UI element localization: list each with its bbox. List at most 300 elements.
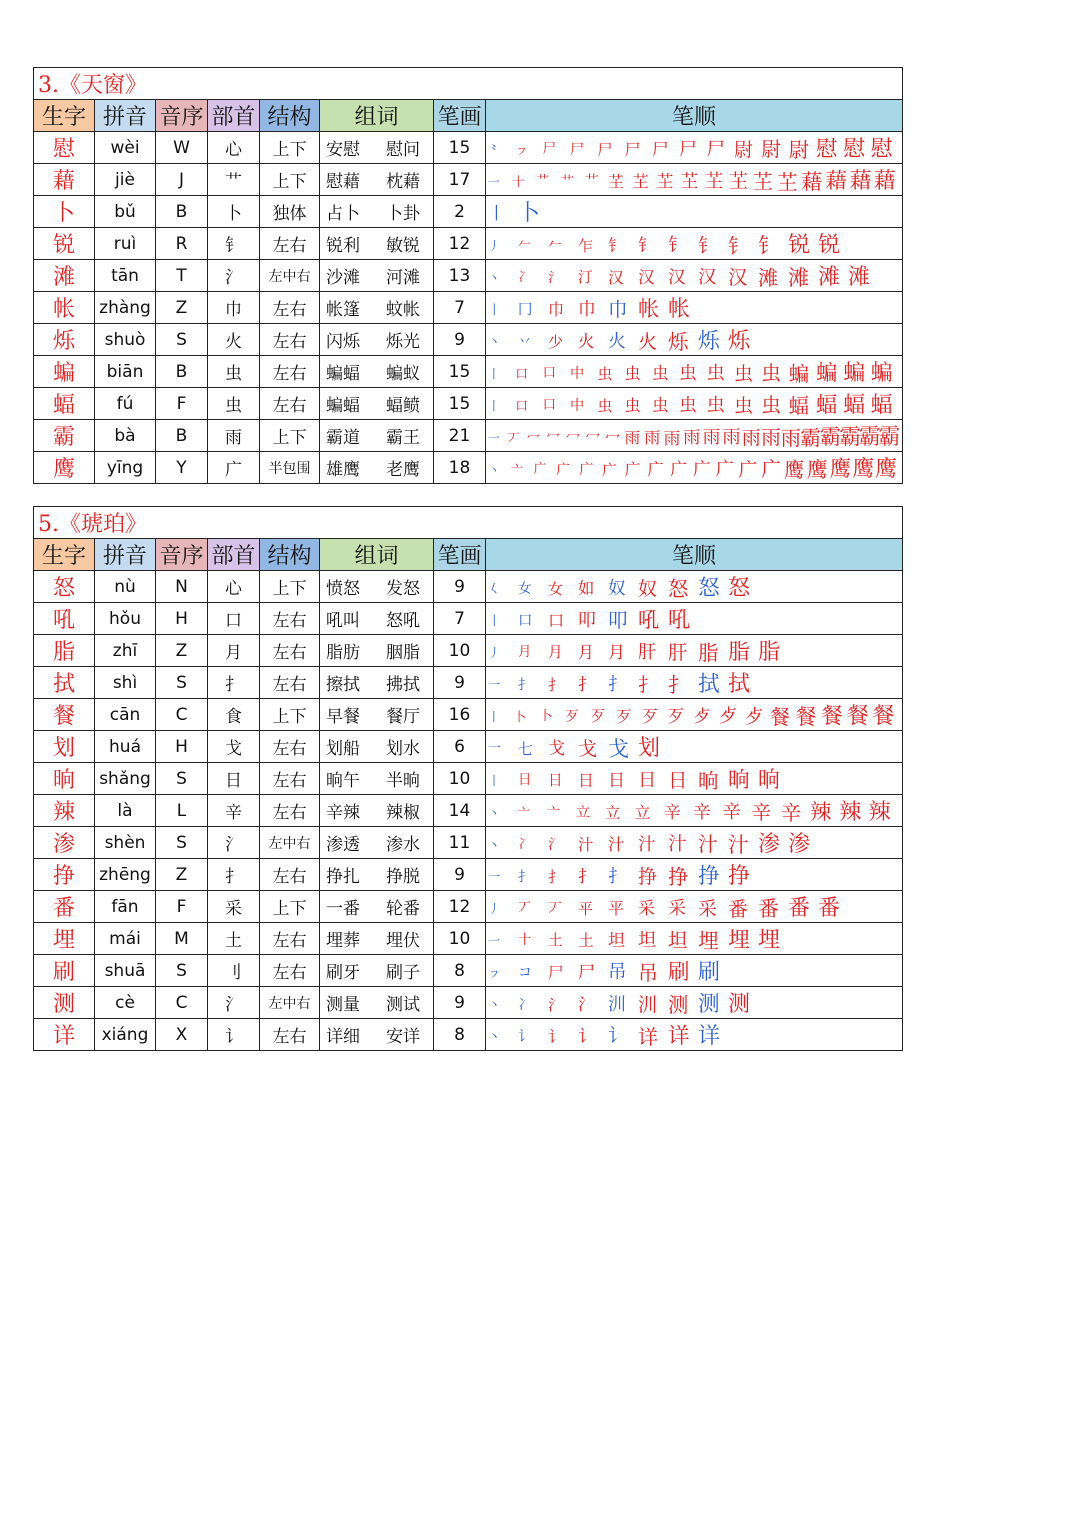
stroke-step: 丨: [488, 399, 500, 413]
stroke-step: 番: [728, 897, 748, 921]
stroke-step: 土: [548, 932, 563, 949]
radical-cell: 扌: [208, 859, 260, 891]
stroke-step: 雨: [741, 427, 761, 449]
word-2: 刷子: [386, 963, 420, 983]
words-cell: [320, 603, 434, 635]
stroke-step: 丨: [488, 710, 500, 724]
stroke-step: 吼: [668, 608, 691, 633]
stroke-sequence: [488, 955, 902, 986]
words-cell: [320, 132, 434, 164]
stroke-step: 汀: [578, 269, 593, 286]
stroke-sequence: [488, 196, 902, 227]
word-1: 蝙蝠: [326, 396, 360, 416]
stroke-step: 歺: [744, 705, 764, 728]
stroke-step: 丨: [488, 302, 501, 317]
initial-letter-cell: S: [156, 324, 208, 356]
stroke-step: 虫: [597, 397, 613, 415]
stroke-sequence: [488, 292, 902, 323]
character-cell: 番: [34, 891, 95, 923]
stroke-step: 尸: [651, 140, 669, 159]
stroke-step: 一: [488, 678, 501, 692]
radical-cell: 心: [208, 571, 260, 603]
stroke-step: 刷: [668, 960, 690, 985]
stroke-step: 虫: [706, 363, 725, 384]
stroke-step: 如: [578, 579, 595, 598]
pinyin-cell: jiè: [95, 164, 156, 196]
stroke-step: 尸: [548, 964, 564, 982]
stroke-step: 芏: [632, 172, 649, 191]
character-cell: 滩: [34, 260, 95, 292]
stroke-step: 雨: [702, 427, 721, 448]
stroke-order-cell: [486, 196, 903, 228]
stroke-step: 歹: [641, 707, 658, 726]
stroke-step: 奴: [638, 578, 658, 600]
stroke-count-cell: 9: [434, 571, 486, 603]
stroke-step: 少: [548, 333, 564, 351]
column-header: 音序: [156, 100, 208, 132]
stroke-step: 火: [608, 332, 626, 352]
stroke-step: 𡿨: [488, 582, 501, 596]
pinyin-cell: ruì: [95, 228, 156, 260]
words-cell: [320, 1019, 434, 1051]
stroke-step: 烁: [668, 330, 689, 354]
pinyin-cell: bà: [95, 420, 156, 452]
stroke-step: 日: [548, 772, 563, 789]
stroke-step: 辛: [692, 802, 711, 823]
stroke-step: 霸: [819, 425, 842, 450]
table-row: [34, 635, 903, 667]
stroke-step: 芏: [608, 173, 624, 191]
stroke-step: 芏: [680, 172, 699, 192]
stroke-step: 丶: [488, 806, 500, 820]
table-row: [34, 388, 903, 420]
pinyin-cell: zhēng: [95, 859, 156, 891]
radical-cell: 火: [208, 324, 260, 356]
stroke-step: 番: [788, 896, 811, 921]
stroke-step: 刷: [698, 960, 721, 985]
table-row: [34, 196, 903, 228]
stroke-order-cell: [486, 260, 903, 292]
pinyin-cell: zhàng: [95, 292, 156, 324]
character-cell: 鹰: [34, 452, 95, 484]
pinyin-cell: shǎng: [95, 763, 156, 795]
stroke-step: 尉: [788, 138, 810, 162]
pinyin-cell: biān: [95, 356, 156, 388]
stroke-step: 芏: [753, 170, 773, 193]
column-header: 生字: [34, 539, 95, 571]
stroke-order-cell: [486, 923, 903, 955]
stroke-step: 肝: [668, 641, 688, 664]
radical-cell: 氵: [208, 987, 260, 1019]
table-row: [34, 827, 903, 859]
stroke-step: 一: [488, 934, 501, 948]
stroke-step: 口: [542, 366, 557, 381]
stroke-count-cell: 10: [434, 635, 486, 667]
structure-cell: 左右: [260, 1019, 320, 1051]
table-row: [34, 260, 903, 292]
lesson-title: 3.《天窗》: [34, 68, 903, 100]
stroke-step: 雨: [722, 427, 741, 448]
words-cell: [320, 571, 434, 603]
stroke-step: 歺: [693, 707, 711, 727]
stroke-step: 虫: [624, 396, 641, 415]
stroke-step: 测: [698, 992, 720, 1017]
stroke-order-cell: [486, 292, 903, 324]
stroke-step: 讠: [608, 1026, 627, 1047]
table-row: [34, 164, 903, 196]
stroke-step: 芏: [656, 172, 674, 191]
word-1: 晌午: [326, 771, 360, 791]
table-row: [34, 763, 903, 795]
stroke-step: 立: [605, 804, 621, 822]
table-row: [34, 667, 903, 699]
stroke-step: 七: [518, 740, 534, 758]
stroke-step: 冫: [518, 997, 532, 1013]
stroke-step: 丆: [507, 431, 520, 445]
stroke-step: 采: [638, 899, 655, 919]
initial-letter-cell: H: [156, 603, 208, 635]
stroke-step: 卜: [518, 201, 541, 226]
table-row: [34, 292, 903, 324]
stroke-order-cell: [486, 731, 903, 763]
stroke-sequence: [488, 571, 902, 602]
radical-cell: 虫: [208, 356, 260, 388]
stroke-sequence: [488, 731, 902, 762]
radical-cell: 氵: [208, 827, 260, 859]
stroke-step: 芏: [729, 171, 748, 192]
words-cell: [320, 987, 434, 1019]
stroke-step: 帐: [638, 297, 660, 322]
stroke-step: 汌: [608, 995, 626, 1015]
stroke-step: 蝙: [788, 362, 810, 386]
structure-cell: 左右: [260, 763, 320, 795]
stroke-count-cell: 12: [434, 228, 486, 260]
stroke-step: 土: [578, 931, 594, 950]
stroke-step: 雨: [761, 426, 781, 449]
character-table: [33, 67, 903, 484]
table-row: [34, 603, 903, 635]
stroke-step: 广: [647, 460, 664, 479]
radical-cell: 雨: [208, 420, 260, 452]
stroke-step: 月: [608, 643, 625, 663]
stroke-step: 辛: [751, 801, 772, 824]
stroke-order-cell: [486, 763, 903, 795]
stroke-step: 丶: [488, 998, 501, 1012]
stroke-step: 埋: [758, 928, 781, 953]
words-cell: [320, 388, 434, 420]
structure-cell: 左右: [260, 388, 320, 420]
word-2: 发怒: [386, 579, 420, 599]
radical-cell: 扌: [208, 667, 260, 699]
character-cell: 怒: [34, 571, 95, 603]
stroke-step: 霸: [858, 425, 881, 450]
word-1: 辛辣: [326, 803, 360, 823]
structure-cell: 左右: [260, 228, 320, 260]
stroke-count-cell: 9: [434, 859, 486, 891]
stroke-sequence: [488, 923, 902, 954]
initial-letter-cell: M: [156, 923, 208, 955]
stroke-step: 歹: [590, 708, 606, 725]
structure-cell: 左右: [260, 635, 320, 667]
word-2: 卜卦: [386, 204, 420, 224]
radical-cell: 土: [208, 923, 260, 955]
stroke-order-cell: [486, 388, 903, 420]
initial-letter-cell: S: [156, 827, 208, 859]
stroke-step: 扌: [608, 675, 626, 695]
stroke-step: 扌: [668, 673, 689, 697]
word-1: 蝙蝠: [326, 364, 360, 384]
table-row: [34, 795, 903, 827]
stroke-step: 辣: [839, 800, 862, 825]
stroke-step: 尉: [733, 139, 753, 161]
word-2: 河滩: [386, 268, 420, 288]
stroke-step: 汉: [668, 268, 686, 288]
radical-cell: 钅: [208, 228, 260, 260]
stroke-step: 雨: [683, 428, 701, 448]
stroke-step: 十: [512, 174, 525, 189]
words-cell: [320, 420, 434, 452]
stroke-order-cell: [486, 699, 903, 731]
initial-letter-cell: S: [156, 763, 208, 795]
stroke-step: 讠: [518, 1029, 532, 1045]
stroke-step: 扌: [638, 674, 658, 696]
stroke-step: 讠: [548, 1028, 564, 1046]
stroke-step: 氵: [548, 996, 564, 1014]
stroke-step: 巾: [608, 298, 628, 321]
words-cell: [320, 292, 434, 324]
stroke-step: 慰: [870, 137, 893, 162]
initial-letter-cell: B: [156, 420, 208, 452]
character-cell: 挣: [34, 859, 95, 891]
stroke-order-cell: [486, 132, 903, 164]
words-cell: [320, 859, 434, 891]
structure-cell: 左右: [260, 923, 320, 955]
stroke-step: 测: [668, 993, 689, 1017]
stroke-step: 扌: [548, 868, 564, 886]
stroke-step: 平: [578, 900, 594, 918]
word-1: 吼叫: [326, 611, 360, 631]
stroke-count-cell: 8: [434, 955, 486, 987]
stroke-count-cell: 15: [434, 388, 486, 420]
table-row: [34, 132, 903, 164]
stroke-order-cell: [486, 452, 903, 484]
table-row: [34, 891, 903, 923]
stroke-step: 日: [668, 769, 688, 792]
pinyin-cell: fú: [95, 388, 156, 420]
stroke-sequence: [488, 763, 902, 794]
stroke-step: 叩: [578, 610, 596, 631]
stroke-step: 尸: [597, 141, 613, 159]
stroke-step: 扌: [548, 676, 564, 694]
stroke-step: 详: [668, 1024, 690, 1049]
stroke-step: 丶: [488, 271, 500, 285]
stroke-step: 冫: [518, 837, 532, 852]
stroke-step: 烁: [728, 329, 751, 354]
stroke-step: 艹: [584, 174, 599, 190]
stroke-step: 渗: [758, 832, 780, 857]
stroke-step: 慰: [843, 137, 866, 162]
stroke-step: 芏: [777, 170, 798, 194]
stroke-step: 虫: [733, 363, 753, 385]
stroke-step: 挣: [668, 865, 689, 889]
stroke-sequence: [488, 356, 902, 387]
stroke-step: 虫: [624, 364, 641, 383]
stroke-sequence: [488, 891, 902, 922]
stroke-step: 广: [761, 458, 781, 481]
stroke-sequence: [488, 388, 902, 419]
stroke-order-cell: [486, 859, 903, 891]
structure-cell: 左右: [260, 603, 320, 635]
pinyin-cell: mái: [95, 923, 156, 955]
stroke-step: 钅: [698, 235, 718, 257]
stroke-step: 广: [692, 460, 711, 480]
stroke-step: 丶: [488, 1029, 501, 1044]
words-cell: [320, 228, 434, 260]
stroke-sequence: [488, 324, 902, 355]
stroke-step: 冖: [605, 429, 621, 447]
radical-cell: 采: [208, 891, 260, 923]
header-row: [34, 100, 903, 132]
pinyin-cell: huá: [95, 731, 156, 763]
stroke-step: 坦: [608, 931, 625, 951]
table-row: [34, 699, 903, 731]
stroke-step: 口: [515, 398, 528, 413]
stroke-step: 丆: [518, 901, 532, 916]
stroke-step: 女: [518, 581, 532, 597]
stroke-step: 蝠: [788, 394, 810, 418]
column-header: 生字: [34, 100, 95, 132]
word-2: 半晌: [386, 771, 420, 791]
stroke-step: 脂: [698, 641, 719, 665]
pinyin-cell: shuò: [95, 324, 156, 356]
word-2: 测试: [386, 995, 420, 1015]
stroke-step: 冖: [527, 430, 540, 445]
table-row: [34, 731, 903, 763]
words-cell: [320, 164, 434, 196]
stroke-step: 口: [518, 613, 533, 629]
column-header: 结构: [260, 539, 320, 571]
radical-cell: 艹: [208, 164, 260, 196]
pinyin-cell: wèi: [95, 132, 156, 164]
stroke-step: 月: [548, 644, 563, 661]
structure-cell: 左中右: [260, 827, 320, 859]
stroke-order-cell: [486, 795, 903, 827]
table-row: [34, 923, 903, 955]
initial-letter-cell: C: [156, 699, 208, 731]
initial-letter-cell: X: [156, 1019, 208, 1051]
stroke-step: 月: [578, 643, 594, 662]
words-cell: [320, 667, 434, 699]
stroke-step: 脂: [758, 640, 781, 665]
stroke-step: 巾: [578, 299, 596, 320]
pinyin-cell: shì: [95, 667, 156, 699]
word-2: 渗水: [386, 835, 420, 855]
word-2: 划水: [386, 739, 420, 759]
stroke-sequence: [488, 635, 902, 666]
stroke-step: ㇷ: [515, 142, 528, 157]
stroke-step: 坦: [668, 929, 688, 952]
pinyin-cell: tān: [95, 260, 156, 292]
character-cell: 辣: [34, 795, 95, 827]
stroke-step: 钅: [668, 235, 686, 256]
word-1: 刷牙: [326, 963, 360, 983]
structure-cell: 上下: [260, 891, 320, 923]
stroke-step: 广: [670, 460, 688, 480]
initial-letter-cell: N: [156, 571, 208, 603]
stroke-step: 鹰: [783, 458, 805, 482]
stroke-step: 鹰: [829, 457, 852, 482]
stroke-step: 广: [579, 462, 594, 478]
initial-letter-cell: F: [156, 388, 208, 420]
initial-letter-cell: F: [156, 891, 208, 923]
stroke-count-cell: 15: [434, 356, 486, 388]
structure-cell: 半包围: [260, 452, 320, 484]
stroke-step: 扌: [608, 867, 626, 887]
stroke-step: 滩: [848, 265, 871, 290]
character-cell: 测: [34, 987, 95, 1019]
stroke-step: 广: [601, 461, 617, 479]
words-cell: [320, 452, 434, 484]
stroke-order-cell: [486, 667, 903, 699]
stroke-sequence: [488, 827, 902, 858]
stroke-step: 番: [758, 897, 779, 921]
stroke-count-cell: 9: [434, 324, 486, 356]
stroke-step: 坦: [638, 930, 657, 951]
initial-letter-cell: S: [156, 667, 208, 699]
stroke-order-cell: [486, 228, 903, 260]
stroke-step: 火: [578, 332, 595, 351]
character-cell: 蝙: [34, 356, 95, 388]
stroke-step: 丿: [488, 646, 501, 660]
stroke-step: 叩: [608, 609, 628, 632]
word-1: 帐篷: [326, 300, 360, 320]
stroke-step: 餐: [769, 705, 790, 729]
pinyin-cell: yīng: [95, 452, 156, 484]
stroke-sequence: [488, 987, 902, 1018]
lesson-title: 5.《琥珀》: [34, 507, 903, 539]
stroke-step: 卜: [513, 709, 527, 724]
stroke-step: 氵: [578, 995, 595, 1014]
column-header: 拼音: [95, 100, 156, 132]
stroke-count-cell: 13: [434, 260, 486, 292]
character-cell: 吼: [34, 603, 95, 635]
stroke-step: 中: [569, 398, 585, 414]
word-2: 蝙蚁: [386, 364, 420, 384]
stroke-step: 汉: [728, 266, 748, 289]
word-2: 蚊帐: [386, 300, 420, 320]
character-cell: 蝠: [34, 388, 95, 420]
stroke-step: 广: [715, 459, 734, 480]
stroke-step: 蝠: [815, 393, 838, 418]
words-cell: [320, 763, 434, 795]
stroke-step: 一: [488, 431, 500, 445]
stroke-step: 划: [638, 736, 661, 761]
radical-cell: 广: [208, 452, 260, 484]
stroke-step: 蝠: [870, 393, 893, 418]
stroke-step: 采: [668, 898, 686, 919]
stroke-order-cell: [486, 1019, 903, 1051]
stroke-step: 丶: [488, 463, 500, 477]
word-1: 渗透: [326, 835, 360, 855]
stroke-step: 戈: [548, 739, 565, 759]
stroke-step: 立: [575, 805, 591, 821]
column-header: 笔画: [434, 539, 486, 571]
stroke-step: 锐: [788, 233, 811, 258]
stroke-step: 锐: [818, 233, 841, 258]
stroke-step: 晌: [728, 768, 750, 793]
stroke-order-cell: [486, 891, 903, 923]
structure-cell: 左右: [260, 324, 320, 356]
